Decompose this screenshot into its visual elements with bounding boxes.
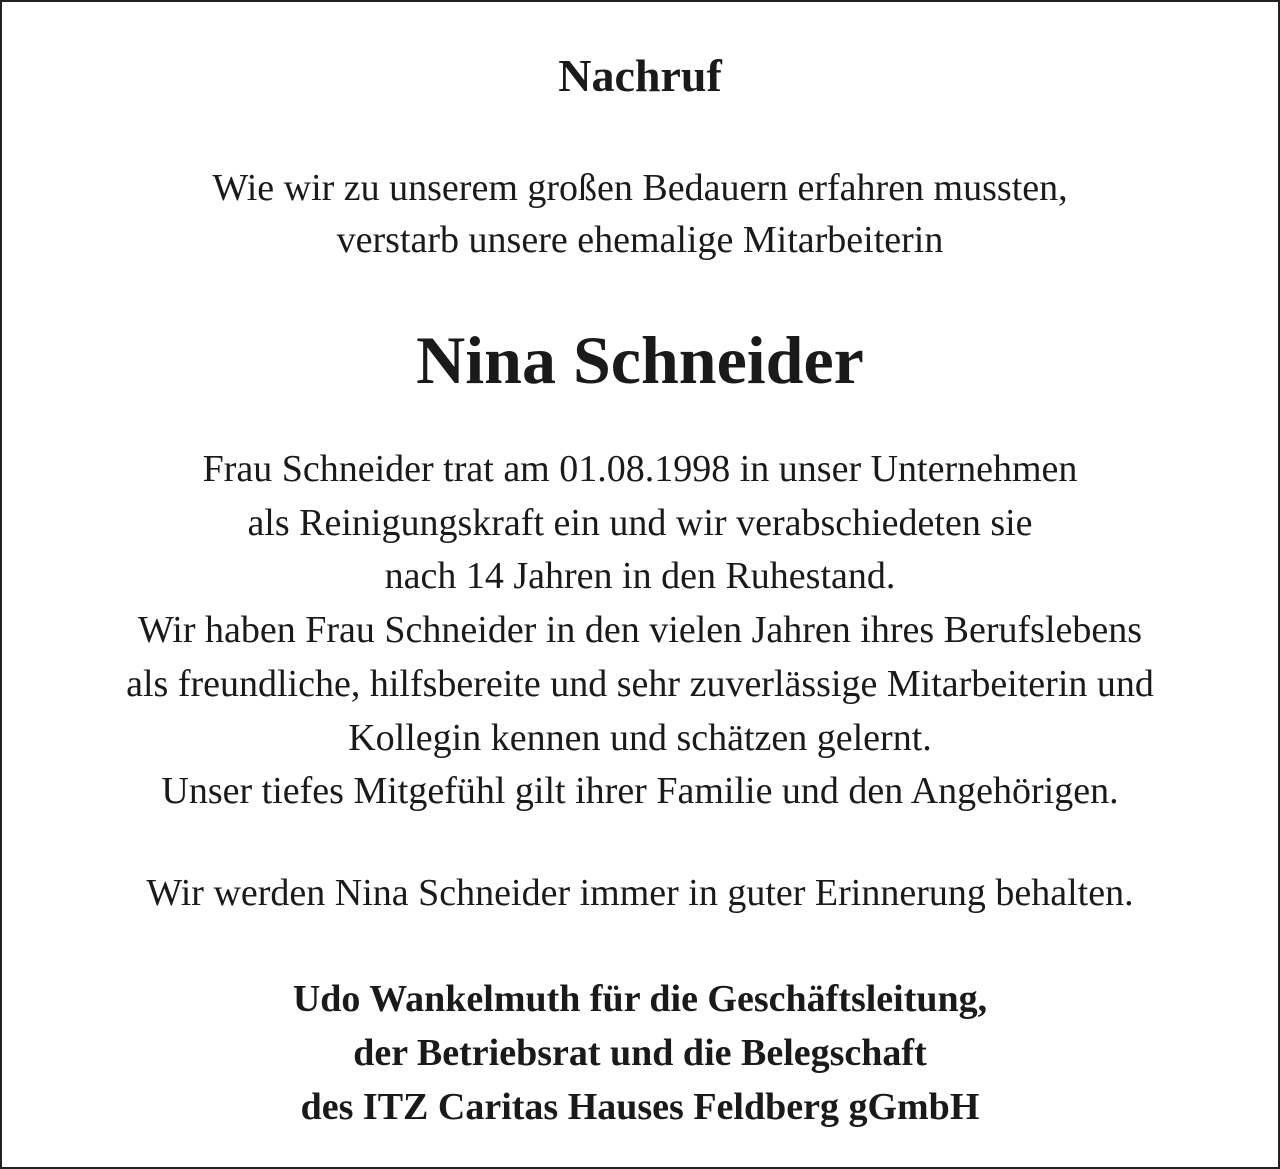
body-line: Wir haben Frau Schneider in den vielen Jahren ihres Berufslebens — [137, 609, 1143, 652]
intro-line: Wie wir zu unserem großen Bedauern erfahren mussten, — [212, 167, 1068, 209]
closing-sentence: Wir werden Nina Schneider immer in guter Erinnerung behalten. — [146, 872, 1134, 914]
signature-line: der Betriebsrat und die Belegschaft — [353, 1032, 927, 1074]
body-line: nach 14 Jahren in den Ruhestand. — [384, 555, 896, 598]
body-text — [2, 443, 1278, 819]
body-line: als Reinigungskraft ein und wir verabschiedeten sie — [247, 501, 1033, 544]
body-line: Unser tiefes Mitgefühl gilt ihrer Familie und den Angehörigen. — [161, 770, 1119, 813]
body-line: als freundliche, hilfsbereite und sehr zuverlässige Mitarbeiterin und — [126, 662, 1154, 705]
intro-line: verstarb unsere ehemalige Mitarbeiterin — [336, 219, 944, 261]
body-line: Frau Schneider trat am 01.08.1998 in unser Unternehmen — [202, 448, 1078, 490]
body-line: Kollegin kennen und schätzen gelernt. — [348, 716, 932, 759]
intro-text — [2, 162, 1278, 266]
deceased-name: Nina Schneider — [416, 322, 864, 398]
signature-block — [2, 972, 1278, 1134]
signature-line: Udo Wankelmuth für die Geschäftsleitung, — [292, 978, 988, 1020]
notice-heading: Nachruf — [558, 50, 722, 101]
signature-line: des ITZ Caritas Hauses Feldberg gGmbH — [300, 1086, 980, 1128]
